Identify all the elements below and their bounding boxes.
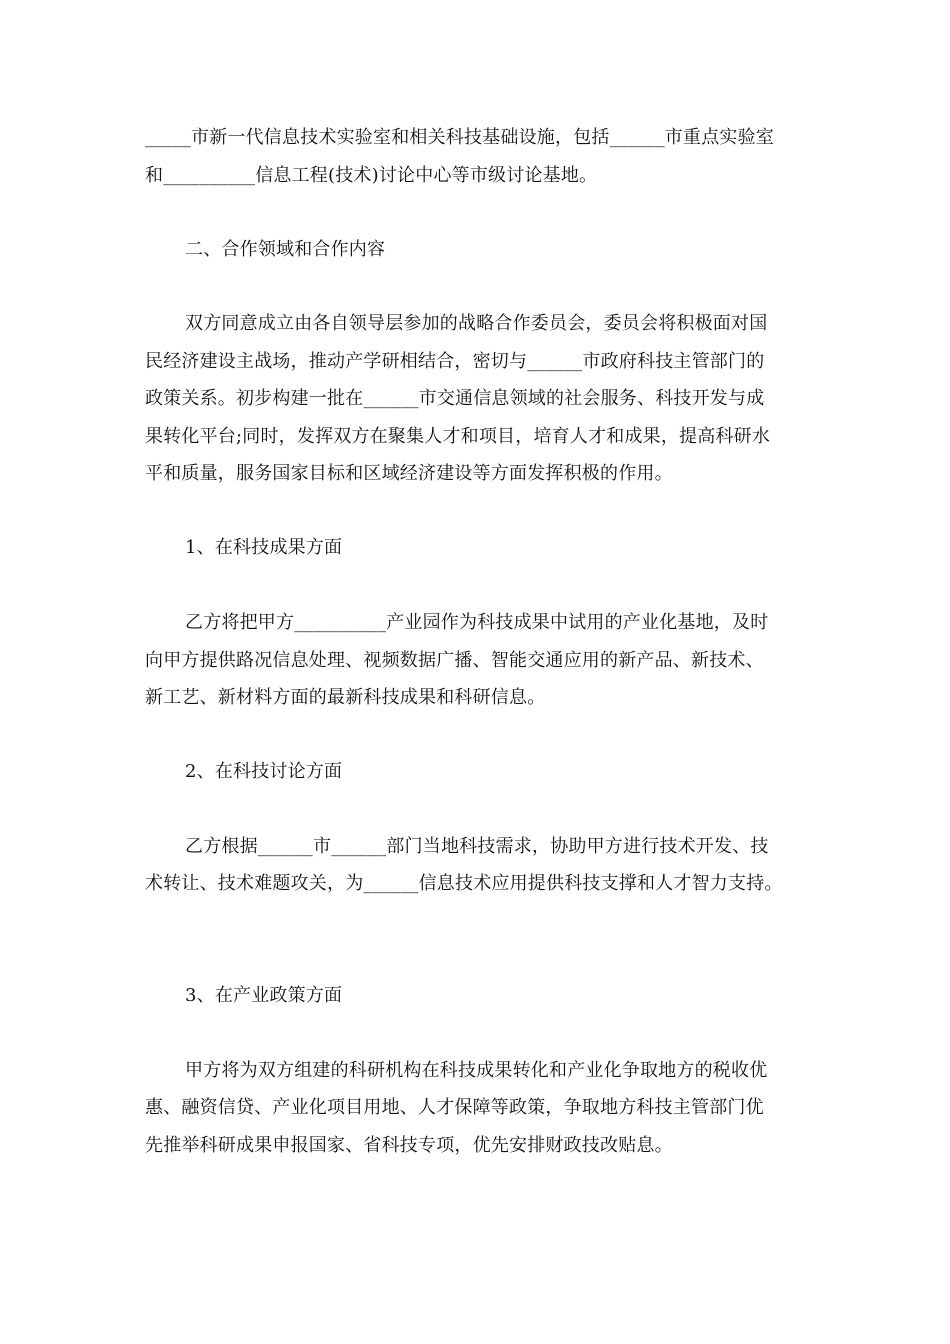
- paragraph-line-7: 平和质量，服务国家目标和区域经济建设等方面发挥积极的作用。: [145, 463, 673, 484]
- paragraph-line-5: 政策关系。初步构建一批在______市交通信息领域的社会服务、科技开发与成: [145, 388, 765, 409]
- paragraph-line-3: 双方同意成立由各自领导层参加的战略合作委员会，委员会将积极面对国: [185, 313, 768, 334]
- subheading-discussion: 2、在科技讨论方面: [185, 761, 343, 782]
- paragraph-line-12: 术转让、技术难题攻关，为______信息技术应用提供科技支撑和人才智力支持。: [145, 873, 783, 894]
- paragraph-line-2: 和__________信息工程(技术)讨论中心等市级讨论基地。: [145, 165, 598, 186]
- subheading-achievements: 1、在科技成果方面: [185, 537, 343, 558]
- paragraph-line-4: 民经济建设主战场，推动产学研相结合，密切与______市政府科技主管部门的: [145, 351, 765, 372]
- paragraph-line-1: _____市新一代信息技术实验室和相关科技基础设施，包括______市重点实验室: [145, 127, 774, 148]
- subheading-policy: 3、在产业政策方面: [185, 985, 343, 1006]
- paragraph-line-6: 果转化平台;同时，发挥双方在聚集人才和项目，培育人才和成果，提高科研水: [145, 426, 771, 447]
- paragraph-line-10: 新工艺、新材料方面的最新科技成果和科研信息。: [145, 687, 546, 708]
- paragraph-line-11: 乙方根据______市______部门当地科技需求，协助甲方进行技术开发、技: [185, 836, 769, 857]
- paragraph-line-9: 向甲方提供路况信息处理、视频数据广播、智能交通应用的新产品、新技术、: [145, 650, 764, 671]
- section-heading-cooperation: 二、合作领域和合作内容: [185, 239, 386, 260]
- paragraph-line-14: 惠、融资信贷、产业化项目用地、人才保障等政策，争取地方科技主管部门优: [145, 1097, 764, 1118]
- paragraph-line-13: 甲方将为双方组建的科研机构在科技成果转化和产业化争取地方的税收优: [185, 1060, 768, 1081]
- paragraph-line-8: 乙方将把甲方__________产业园作为科技成果中试用的产业化基地，及时: [185, 612, 769, 633]
- paragraph-line-15: 先推举科研成果申报国家、省科技专项，优先安排财政技改贴息。: [145, 1135, 673, 1156]
